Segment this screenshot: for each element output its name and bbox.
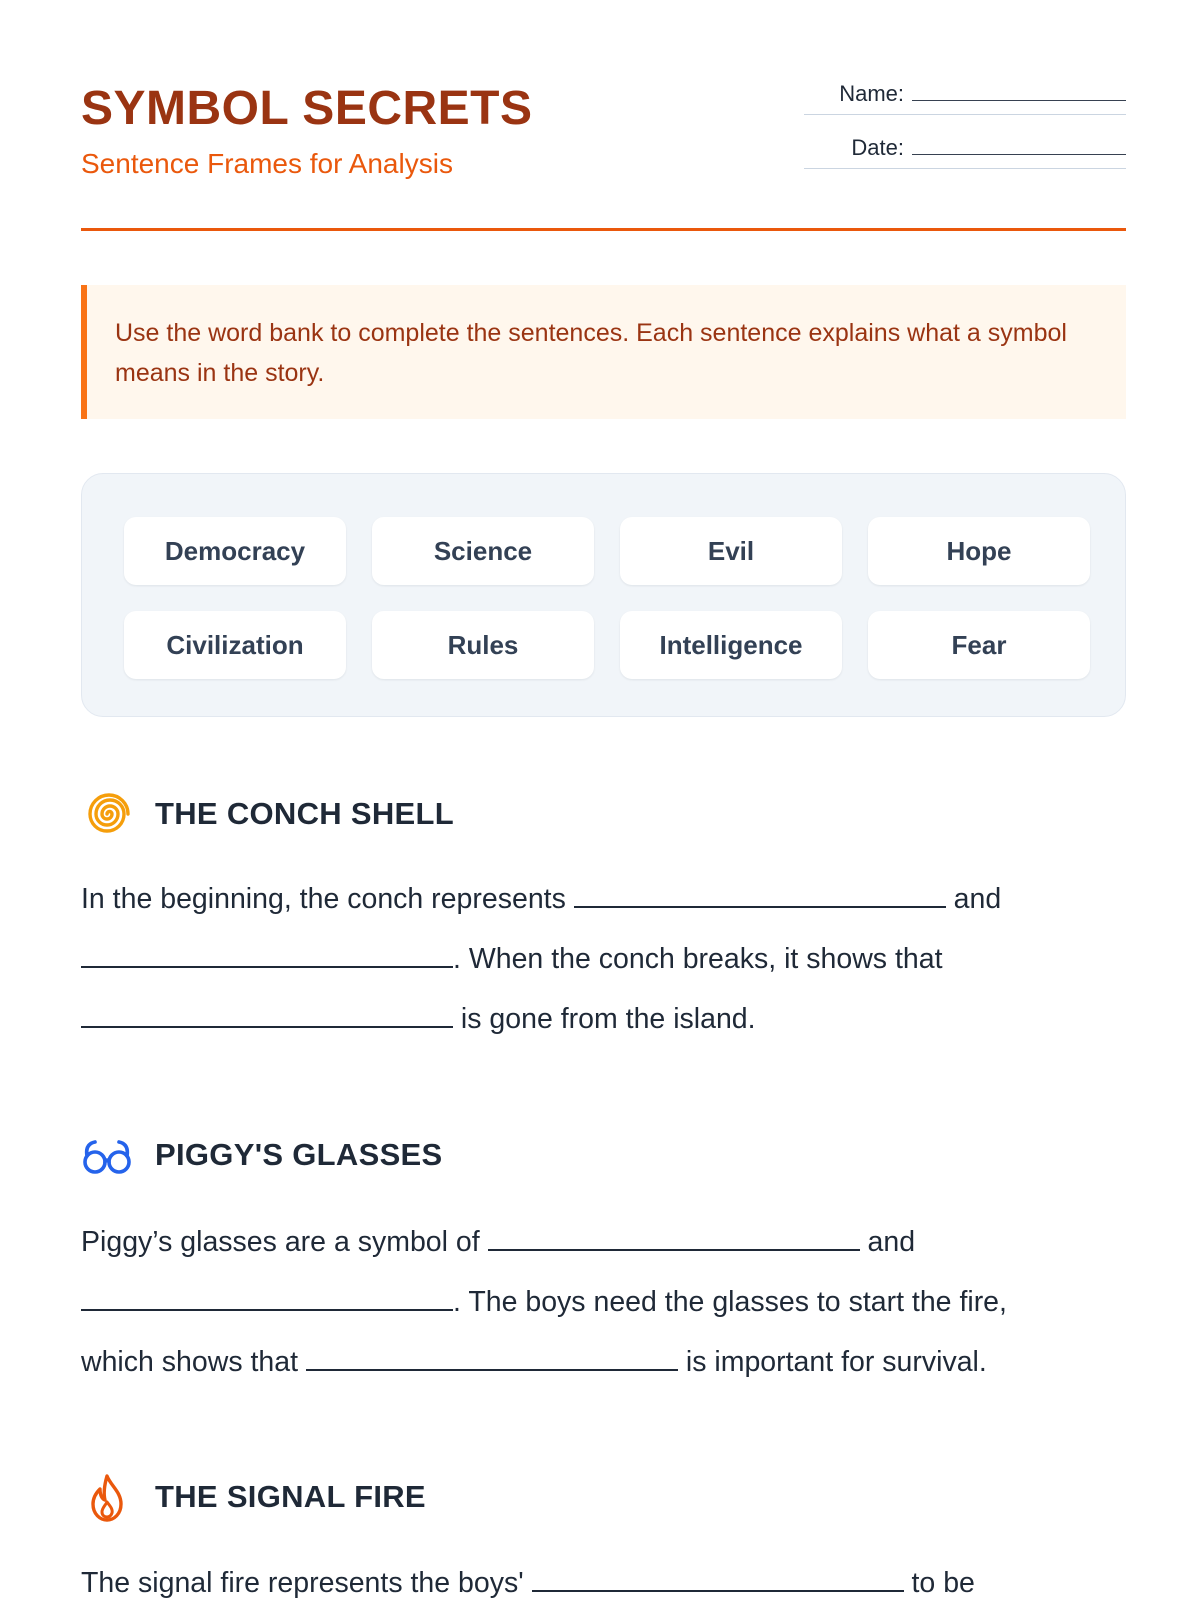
conch-line-3 (81, 998, 756, 1039)
conch-text-3: is gone from the island. (453, 1003, 756, 1035)
name-blank[interactable] (912, 80, 1126, 101)
conch-line-2 (81, 938, 943, 979)
fire-text-1b: to be (903, 1567, 975, 1599)
conch-text-1b: and (945, 883, 1002, 915)
word-chip-rules: Rules (372, 611, 594, 679)
glasses-text-1b: and (859, 1226, 916, 1258)
conch-line-1 (81, 878, 1001, 919)
spiral-shell-icon (81, 788, 133, 840)
word-chip-evil: Evil (620, 517, 842, 585)
name-label: Name: (839, 81, 904, 106)
word-bank (81, 473, 1126, 717)
conch-text-1a: In the beginning, the conch represents (81, 883, 574, 915)
section-title-fire: THE SIGNAL FIRE (155, 1479, 426, 1514)
glasses-icon (81, 1130, 133, 1182)
date-label: Date: (851, 135, 904, 160)
conch-text-2: . When the conch breaks, it shows that (453, 943, 943, 975)
page-title: SYMBOL SECRETS (81, 82, 533, 135)
date-blank[interactable] (912, 134, 1126, 155)
answer-blank[interactable] (81, 938, 453, 968)
glasses-text-3b: is important for survival. (677, 1346, 987, 1378)
instructions-box: Use the word bank to complete the sentences. Each sentence explains what a symbol means in the story. (81, 285, 1126, 419)
word-chip-fear: Fear (868, 611, 1090, 679)
flame-icon (81, 1472, 133, 1524)
word-chip-hope: Hope (868, 517, 1090, 585)
glasses-text-3a: which shows that (81, 1346, 306, 1378)
glasses-text-1a: Piggy’s glasses are a symbol of (81, 1226, 488, 1258)
word-chip-democracy: Democracy (124, 517, 346, 585)
answer-blank[interactable] (488, 1221, 860, 1251)
glasses-line-2 (81, 1281, 1007, 1322)
word-chip-science: Science (372, 517, 594, 585)
date-field[interactable] (804, 134, 1126, 169)
answer-blank[interactable] (81, 1281, 453, 1311)
page-subtitle: Sentence Frames for Analysis (81, 148, 453, 179)
answer-blank[interactable] (574, 878, 946, 908)
fire-line-1 (81, 1562, 975, 1603)
name-field[interactable] (804, 80, 1126, 115)
glasses-text-2: . The boys need the glasses to start the fire, (453, 1286, 1007, 1318)
glasses-line-3 (81, 1341, 987, 1382)
fire-text-1a: The signal fire represents the boys' (81, 1567, 532, 1599)
answer-blank[interactable] (81, 998, 453, 1028)
header-divider (81, 228, 1126, 231)
section-title-glasses: PIGGY'S GLASSES (155, 1137, 443, 1172)
word-chip-intelligence: Intelligence (620, 611, 842, 679)
glasses-line-1 (81, 1221, 915, 1262)
answer-blank[interactable] (306, 1341, 678, 1371)
section-title-conch: THE CONCH SHELL (155, 796, 454, 831)
word-chip-civilization: Civilization (124, 611, 346, 679)
answer-blank[interactable] (532, 1562, 904, 1592)
